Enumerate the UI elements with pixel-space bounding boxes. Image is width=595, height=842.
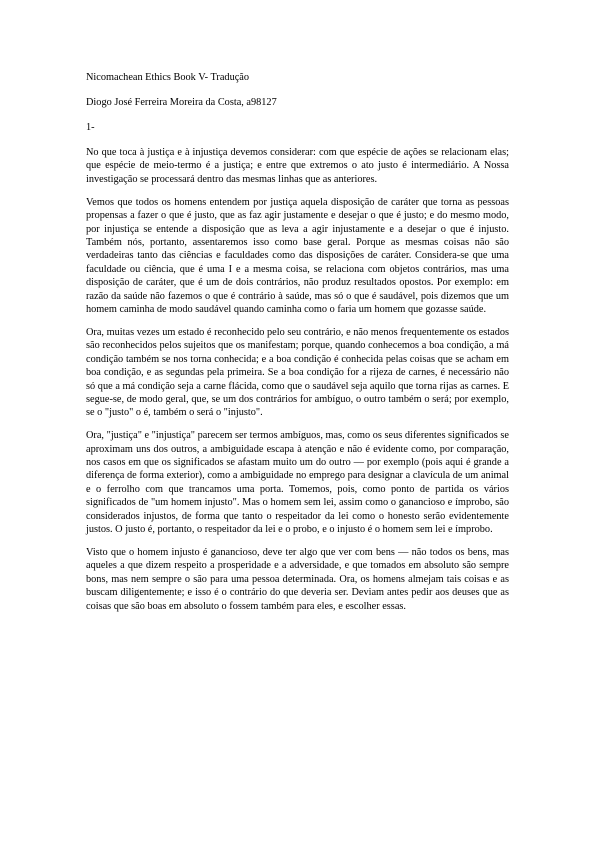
paragraph-1: No que toca à justiça e à injustiça devemos considerar: com que espécie de ações se relacionam elas; que espécie de meio-termo é a justiça; e entre que extremos o ato justo é intermediário. A Nossa investigação se processará dentro das mesmas linhas que as anteriores. (86, 147, 509, 185)
paragraph-3: Ora, muitas vezes um estado é reconhecido pelo seu contrário, e não menos frequentemente os estados são reconhecidos pelos sujeitos que os manifestam; porque, quando conhecemos a boa condição, a má condição também se nos torna conhecida; e a boa condição é conhecida pelas coisas que se acham em boa condição, e as segundas pela primeira. Se a boa condição for a rijeza de carnes, é necessário não só que a má condição seja a carne flácida, como que o saudável seja aquilo que torna rijas as carnes. E segue-se, de modo geral, que, se um dos contrários for ambíguo, o outro também o será; por exemplo, se o "justo" o é, também o será o "injusto". (86, 326, 509, 419)
paragraph-4: Ora, "justiça" e "injustiça" parecem ser termos ambíguos, mas, como os seus diferentes significados se aproximam uns dos outros, a ambiguidade escapa à atenção e não é evidente como, por comparação, nos casos em que os significados se afastam muito um do outro — por exemplo (pois aqui é grande a diferença de forma exterior), como a ambiguidade no emprego para designar a clavícula de um animal e o ferrolho com que trancamos uma porta. Tomemos, pois, como ponto de partida os vários significados de "um homem injusto". Mas o homem sem lei, assim como o ganancioso e ímprobo, são considerados injustos, de forma que tanto o respeitador da lei como o honesto serão evidentemente justos. O justo é, portanto, o respeitador da lei e o probo, e o injusto é o homem sem lei e ímprobo. (86, 430, 509, 536)
paragraph-2: Vemos que todos os homens entendem por justiça aquela disposição de caráter que torna as pessoas propensas a fazer o que é justo, que as faz agir justamente e desejar o que é justo; e do mesmo modo, por injustiça se entende a disposição que as leva a agir injustamente e a desejar o que é injusto. Também nós, portanto, assentaremos isso como base geral. Porque as mesmas coisas não são verdadeiras tanto das ciências e faculdades como das disposições de caráter. Considera-se que uma faculdade ou ciência, que é uma I e a mesma coisa, se relaciona com objetos contrários, mas uma disposição de caráter, que é um de dois contrários, não produz resultados opostos. Por exemplo: em razão da saúde não fazemos o que é contrário à saúde, mas só o que é saudável, pois dizemos que um homem caminha de modo saudável quando caminha como o faria um homem que gozasse saúde. (86, 196, 509, 315)
document-title: Nicomachean Ethics Book V- Tradução (86, 72, 250, 83)
document-body (86, 71, 509, 623)
paragraph-5: Visto que o homem injusto é ganancioso, deve ter algo que ver com bens — não todos os bens, mas aqueles a que dizem respeito a prosperidade e a adversidade, e que tomados em absoluto são sempre bons, mas nem sempre o são para uma pessoa determinada. Ora, os homens almejam tais coisas e as buscam diligentemente; e isso é o contrário do que deveria ser. Deviam antes pedir aos deuses que as coisas que são boas em absoluto o fossem também para eles, e escolher essas. (86, 546, 509, 612)
section-number: 1- (86, 122, 95, 133)
author-line: Diogo José Ferreira Moreira da Costa, a98127 (86, 97, 277, 108)
